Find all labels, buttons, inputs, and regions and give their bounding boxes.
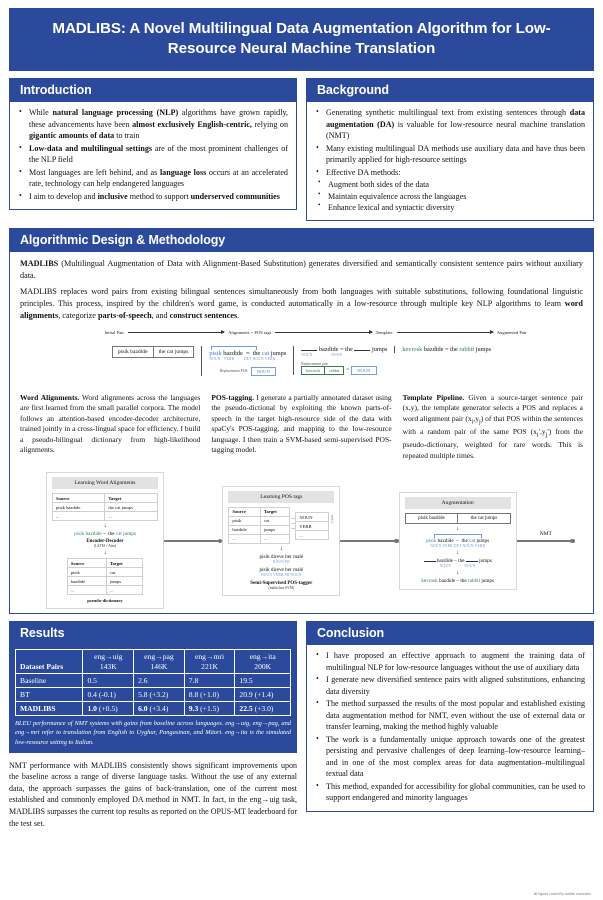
pipeline-box-augmentation	[399, 492, 517, 590]
conclusion-section	[306, 621, 594, 829]
results-table-row	[16, 688, 291, 702]
flow-label-3: Augmented Pair	[496, 330, 527, 336]
b2-r0c0: pisik	[229, 516, 261, 525]
methodology-columns	[20, 393, 583, 467]
results-cell-0-0: 0.5	[83, 674, 134, 688]
introduction-heading: Introduction	[10, 79, 296, 102]
stage3-pos-tags: NOUN NOUN	[301, 352, 343, 357]
intro-background-row	[9, 78, 594, 220]
conclusion-bullet-2: • The method surpassed the results of the most popular and established existing data augmentation method for NMT, even without the use of external data or transfer learning, making the method highly valuable	[315, 698, 585, 732]
conclusion-bullets	[315, 650, 585, 803]
b2-pos1: VERB	[296, 522, 329, 531]
stage3-template: bazdide = the jumps	[301, 346, 387, 353]
poster-footer-note: all figures created by student researcher	[533, 892, 591, 896]
flow-stage-labels	[20, 327, 583, 339]
pipeline-output-connector	[517, 531, 575, 542]
pipeline-connector-1	[164, 540, 222, 542]
b1b-r1c0: bazdide	[67, 577, 106, 586]
pipeline-box1-model-sub: (LSTM + Attn)	[94, 544, 116, 549]
b2-r0c1: cat	[260, 516, 289, 525]
pipeline-box3-line2-pos: NOUN NOUN	[439, 563, 476, 568]
flow-stage-augmented-pair	[394, 346, 498, 353]
results-row-label-1: BT	[16, 688, 83, 702]
results-cell-2-2: 9.3 (+1.5)	[184, 702, 235, 716]
b1b-r1c1: jumps	[106, 577, 142, 586]
pipeline-box1-table2	[67, 558, 143, 595]
poster-title: MADLIBS: A Novel Multilingual Data Augmentation Algorithm for Low-Resource Neural Machine Translation	[9, 8, 594, 71]
pipeline-box2-model: Semi-Supervised POS-tagger	[250, 580, 313, 586]
flow-stage-initial-pair	[105, 346, 202, 358]
results-table-row	[16, 702, 291, 716]
introduction-bullets	[18, 107, 288, 202]
arrow-down-icon-6: ↓	[456, 569, 460, 576]
results-cell-0-2: 7.8	[184, 674, 235, 688]
results-heading: Results	[10, 622, 296, 645]
b1-r0c1: the cat jumps	[105, 503, 158, 512]
introduction-bullet-3: • I aim to develop and inclusive method to support underserved communities	[18, 191, 288, 202]
pipeline-box3-title: Augmentation	[405, 497, 511, 509]
b2-r2c0: ...	[229, 534, 261, 543]
results-cell-2-1: 6.0 (+3.4)	[134, 702, 185, 716]
b1b-r0c1: cat	[106, 568, 142, 577]
concept-flow-diagram	[20, 327, 583, 389]
stage2-pos-tags: NOUN VERB DET NOUN VERB	[209, 356, 276, 361]
background-bullet-2: • Effective DA methods:	[315, 167, 585, 178]
pipeline-output-label: NMT	[539, 531, 552, 538]
b1b-r2c0: ...	[67, 586, 106, 595]
methodology-para-2: MADLIBS replaces word pairs from existing bilingual sentences simultaneously from both languages with suitable substitutions, following foundational linguistic principles. This process, inspired by the children's word game, is conducted automatically in a low-resource through multiple key NLP algorithms to learn word alignments, categorize parts-of-speech, and construct sentences.	[20, 287, 583, 321]
results-cell-1-1: 5.8 (+3.2)	[134, 688, 185, 702]
background-bullet-1: • Many existing multilingual DA methods use auxiliary data and have thus been primarily applied for high-resource settings	[315, 143, 585, 166]
b1b-r2c1: ...	[106, 586, 142, 595]
methodology-col-pos-tagging: POS-tagging. I generate a partially annotated dataset using the pseudo-dictional by exploiting the known parts-of-speech in the target high-resource side of the data with spaCy's POS-tagging, and mapping to the low-resource language. I then train a SVM-based semi-supervised POS-tagging model.	[211, 392, 392, 455]
pipeline-box2-model-sub: (multiclass SVM)	[268, 585, 295, 590]
pipeline-box1-sentence: pisik bazdide – the cat jumps	[74, 531, 136, 538]
system-pipeline-diagram	[20, 472, 583, 609]
conclusion-bullet-3: • The work is a fundamentally unique approach towards one of the greatest persisting and pervasive challenges of deep learning–low-resource learning–and in one of the most complex areas for data augmentation–multilingual textual data	[315, 734, 585, 780]
b1b-r0c0: pisik	[67, 568, 106, 577]
arrow-down-icon: ↓	[103, 523, 107, 530]
results-cell-1-0: 0.4 (-0.1)	[83, 688, 134, 702]
results-cell-2-3: 22.5 (+3.0)	[235, 702, 291, 716]
pipeline-box3-line1: pisik bazdide – the cat jumps	[426, 537, 490, 544]
replacement-pair-source: kevrosk	[306, 367, 321, 373]
background-sub-bullet-0: • Augment both sides of the data	[315, 179, 585, 190]
results-table-header-row	[16, 650, 291, 674]
b2-h0: Source	[229, 507, 261, 516]
flow-stage-alignments-pos	[201, 346, 293, 376]
replacement-pair-pos: NOUN	[351, 366, 376, 375]
b2-pos2: ...	[296, 531, 329, 540]
b2-h1: Target	[260, 507, 289, 516]
conclusion-heading: Conclusion	[307, 622, 593, 645]
methodology-heading: Algorithmic Design & Methodology	[10, 229, 593, 252]
flow-label-2: Template	[375, 330, 393, 336]
stage2-sentence: pisik bazdide = the cat jumps	[209, 349, 287, 357]
results-row-label-0: Baseline	[16, 674, 83, 688]
results-col-header-0: eng→uig 143K	[83, 650, 134, 674]
pipeline-box1-table	[52, 493, 158, 521]
results-caption: BLEU performance of NMT systems with gains from baseline across languages. eng→uig, eng→pag, and eng→mri refer to translation from English to Uyghur, Pangasinan, and Māori. eng→ita is the simulated low-resource setting to Italian.	[15, 720, 291, 746]
b1b-h1: Target	[106, 559, 142, 568]
results-cell-2-0: 1.0 (+0.5)	[83, 702, 134, 716]
pipeline-box2-sent1-pos: NOUN PR	[272, 559, 290, 564]
results-table	[15, 649, 291, 716]
replacement-pos-label: Replacement POS	[219, 369, 248, 374]
arrow-down-icon-5: ↓	[456, 549, 460, 556]
pipeline-box-word-alignments	[46, 472, 164, 609]
results-col-header-3: eng→ita 200K	[235, 650, 291, 674]
b1-r1c1: ...	[105, 512, 158, 521]
pipeline-box-pos-tags: Learning POS tags Source Target pisik cat bazdide jumps ... ... — — — NOUN VERB ... spaCy ↓ pisik direve ber malé NOUN PR pisik direve ber malé NOUN VERB PR NOUN Semi-Supervised POS-tagger (multiclass SVM)	[222, 486, 340, 596]
pipeline-box1-footer: pseudo-dictionary	[87, 598, 123, 604]
b1-h1: Target	[105, 494, 158, 503]
results-cell-0-3: 19.5	[235, 674, 291, 688]
introduction-section	[9, 78, 297, 220]
replacement-pair-label: Replacement pair	[301, 361, 328, 366]
introduction-bullet-1: • Low-data and multilingual settings are of the most prominent challenges of the NLP field	[18, 143, 288, 166]
b2-pos0: NOUN	[296, 513, 329, 522]
results-conclusion-row	[9, 621, 594, 829]
methodology-col-template-pipeline: Template Pipeline. Given a source-target sentence pair (x,y), the template generator selects a POS and replaces a word alignment pair $(x_i,y_j)$ of that POS within the sentences with a random pair of the same POS $(x_i',y_j')$ from the pseudo-dictionary, weighted for rare words. This is repeated multiple times.	[402, 392, 583, 460]
flow-label-1: Alignments + POS tags	[228, 330, 272, 336]
b1b-h0: Source	[67, 559, 106, 568]
pipeline-box3-line3: kevrosk bazdide – the rabbit jumps	[421, 577, 495, 584]
flow-arrow-3	[397, 332, 493, 333]
pipeline-box3-pair-target: the cat jumps	[457, 514, 510, 523]
background-bullet-0: • Generating synthetic multilingual text from existing sentences through data augmentation (DA) is valuable for low-resource neural machine translation (NMT)	[315, 107, 585, 141]
pipeline-box2-sent2-pos: NOUN VERB PR NOUN	[260, 572, 302, 577]
results-cell-1-3: 20.9 (+1.4)	[235, 688, 291, 702]
background-sub-bullets	[315, 179, 585, 213]
pipeline-box2-side-label: spaCy	[330, 514, 335, 524]
results-section	[9, 621, 297, 829]
pipeline-box2-sent1: pisik direve ber malé	[259, 553, 304, 560]
introduction-bullet-0: • While natural language processing (NLP) algorithms have grown rapidly, these advancements have been almost exclusively English-centric, relying on gigantic amounts of data to train	[18, 107, 288, 141]
pipeline-box1-model: Encoder-Decoder	[86, 539, 124, 545]
pipeline-box3-pair-source: pisik bazdide	[418, 515, 445, 521]
background-section	[306, 78, 594, 220]
replacement-pos-value: NOUN	[251, 367, 276, 376]
flow-arrow-2	[275, 332, 371, 333]
introduction-bullet-2: • Most languages are left behind, and as language loss occurs at an accelerated rate, technology can help endangered languages	[18, 167, 288, 190]
results-row-label-2: MADLIBS	[16, 702, 83, 716]
background-sub-bullet-1: • Maintain equivalence across the languages	[315, 191, 585, 202]
replacement-pair-target: rabbit	[324, 367, 343, 374]
b2-r2c1: ...	[260, 534, 289, 543]
results-discussion-text: NMT performance with MADLIBS consistently shows significant improvements upon the baseline across a range of diverse language tasks. Without the use of any external data, the approach surpasses the gains of back-translation, one of the current most established and commonly employed DA method in NMT. In fact, in the eng→uig task, MADLIBS surpasses the current top results as reported on the OPUS-MT leaderboard for the test set.	[9, 760, 297, 828]
b2-r1c1: jumps	[260, 525, 289, 534]
background-sub-bullet-2: • Enhance lexical and syntactic diversity	[315, 202, 585, 213]
results-corner-header: Dataset Pairs	[16, 650, 83, 674]
background-heading: Background	[307, 79, 593, 102]
conclusion-bullet-1: • I generate new diversified sentence pairs with aligned substitutions, enhancing data diversity	[315, 674, 585, 697]
flow-label-0: Initial Pair	[104, 330, 124, 336]
results-cell-0-1: 2.6	[134, 674, 185, 688]
pipeline-box2-sent2: pisik direve ber malé	[259, 566, 304, 573]
methodology-col-word-alignments: Word Alignments. Word alignments across the languages are first learned from the small parallel corpora. The model follows an attention-based encoder-decoder architecture, trained jointly in a cross-lingual space for efficiency. I build a pseudo-bilingual dictionary from high-likelihood alignments.	[20, 392, 201, 455]
methodology-section	[9, 228, 594, 615]
pipeline-box2-table	[228, 507, 290, 544]
results-col-header-1: eng→pag 146K	[134, 650, 185, 674]
pipeline-box3-line2: bazdide – the jumps	[405, 558, 511, 564]
arrow-down-icon-2: ↓	[103, 550, 107, 557]
results-cell-1-2: 8.8 (+1.0)	[184, 688, 235, 702]
b1-r1c0: ...	[53, 512, 105, 521]
pipeline-box2-title: Learning POS tags	[228, 491, 334, 503]
results-table-row	[16, 674, 291, 688]
pipeline-box1-title: Learning Word Alignments	[52, 477, 158, 489]
flow-arrow-1	[128, 332, 224, 333]
background-bullets	[315, 107, 585, 178]
conclusion-bullet-4: • This method, expanded for accessibility for global communities, can be used to support endangered and minority languages	[315, 781, 585, 804]
pipeline-connector-2	[340, 540, 398, 542]
b1-h0: Source	[53, 494, 105, 503]
arrow-down-icon-3: ↓	[279, 545, 283, 552]
b2-r1c0: bazdide	[229, 525, 261, 534]
initial-source: pisik bazdide	[117, 348, 148, 355]
pipeline-box3-line1-pos: NOUN VERB DET NOUN VERB	[430, 543, 486, 548]
conclusion-bullet-0: • I have proposed an effective approach to augment the training data of multilingual NLP for low-resource languages without the use of auxiliary data	[315, 650, 585, 673]
initial-target: the cat jumps	[153, 347, 194, 357]
stage4-sentence: kevrosk bazdide = the rabbit jumps	[402, 345, 492, 353]
flow-stage-template: bazdide = the jumps NOUN NOUN Replacement pair kevrosk rabbit = NOUN	[293, 346, 394, 375]
b1-r0c0: pisik bazdide	[53, 503, 105, 512]
methodology-para-1: MADLIBS (Multilingual Augmentation of Data with Alignment-Based Substitution) generates diversified and semantically consistent sentence pairs without auxiliary data.	[20, 258, 583, 280]
arrow-down-icon-4: ↓	[456, 525, 460, 532]
pipeline-box2-pos-table	[295, 507, 329, 541]
results-col-header-2: eng→mri 221K	[184, 650, 235, 674]
